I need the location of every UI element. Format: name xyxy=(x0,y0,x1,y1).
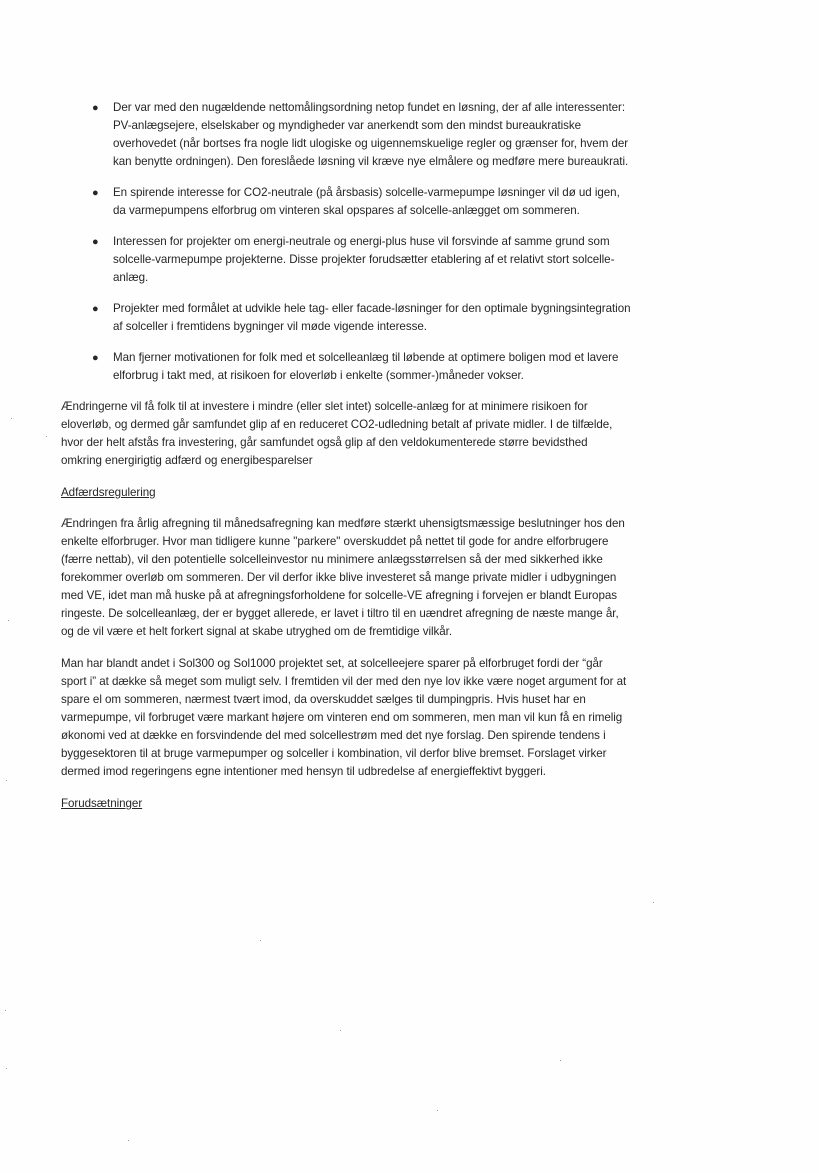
bullet-text: Der var med den nugældende nettomålingsordning netop fundet en løsning, der af alle interessenter: PV-anlægsejere, elselskaber og myndigheder var anerkendt som den mindst bureaukratiske overhovedet (når bortses fra nogle lidt ulogiske og uigennemskuelige regler og grænser for, hvem der kan benytte ordningen). Den foreslåede løsning vil kræve nye elmålere og medføre mere bureaukrati. xyxy=(113,101,629,168)
bullet-icon: ● xyxy=(92,352,99,364)
scan-speck xyxy=(340,1030,341,1031)
list-item xyxy=(61,349,631,385)
bullet-icon: ● xyxy=(92,187,99,199)
list-item xyxy=(61,300,631,336)
scan-speck xyxy=(46,436,47,437)
bullet-text: En spirende interesse for CO2-neutrale (på årsbasis) solcelle-varmepumpe løsninger vil dø ud igen, da varmepumpens elforbrug om vinteren skal opspares af solcelle-anlægget om sommeren. xyxy=(113,186,620,217)
scan-speck xyxy=(653,902,654,903)
section-heading-behaviour: Adfærdsregulering xyxy=(61,486,156,499)
bullet-icon: ● xyxy=(92,102,99,114)
list-item xyxy=(61,184,631,220)
scan-speck xyxy=(437,1110,438,1111)
bullet-icon: ● xyxy=(92,236,99,248)
bullet-text: Projekter med formålet at udvikle hele tag- eller facade-løsninger for den optimale bygningsintegration af solceller i fremtidens bygninger vil møde vigende interesse. xyxy=(113,302,631,333)
scan-speck xyxy=(128,1140,129,1141)
scan-speck xyxy=(260,940,261,941)
scan-speck xyxy=(8,620,9,621)
bullet-text: Man fjerner motivationen for folk med et solcelleanlæg til løbende at optimere boligen mod et lavere elforbrug i takt med, at risikoen for eloverløb i enkelte (sommer-)måneder vokser. xyxy=(113,351,619,382)
list-item xyxy=(61,233,631,287)
scan-speck xyxy=(6,780,7,781)
bullet-list xyxy=(61,99,631,385)
scan-speck xyxy=(6,1068,7,1069)
scan-speck xyxy=(11,418,12,419)
paragraph-consequences: Ændringerne vil få folk til at investere i mindre (eller slet intet) solcelle-anlæg for at minimere risikoen for eloverløb, og dermed går samfundet glip af en reduceret CO2-udledning betalt af private midler. I de tilfælde, hvor der helt afstås fra investering, går samfundet også glip af den veldokumenterede større bevidsthed omkring energirigtig adfærd og energibesparelser xyxy=(61,400,613,467)
bullet-text: Interessen for projekter om energi-neutrale og energi-plus huse vil forsvinde af samme grund som solcelle-varmepumpe projekterne. Disse projekter forudsætter etablering af et relativt stort solcelle-anlæg. xyxy=(113,235,615,284)
paragraph-sol300: Man har blandt andet i Sol300 og Sol1000 projektet set, at solcelleejere sparer på elforbruget fordi der “går sport i” at dække så meget som muligt selv. I fremtiden vil der med den nye lov ikke være noget argument for at spare el om sommeren, nærmest tvært imod, da overskuddet sælges til dumpingpris. Hvis huset har en varmepumpe, vil forbruget være markant højere om vinteren end om sommeren, men man vil kun få en rimelig økonomi ved at dække en forsvindende del med solcellestrøm med det nye forslag. Den spirende tendens i byggesektoren til at bruge varmepumper og solceller i kombination, vil derfor blive bremset. Forslaget virker dermed imod regeringens egne intentioner med hensyn til udbredelse af energieffektivt byggeri. xyxy=(61,657,627,778)
section-heading-assumptions: Forudsætninger xyxy=(61,797,143,810)
list-item xyxy=(61,99,631,171)
paragraph-behaviour: Ændringen fra årlig afregning til månedsafregning kan medføre stærkt uhensigtsmæssige beslutninger hos den enkelte elforbruger. Hvor man tidligere kunne "parkere" overskuddet på nettet til gode for andre elforbrugere (færre nettab), vil den potentielle solcelleinvestor nu minimere anlægsstørrelsen så der med sikkerhed ikke forekommer overløb om sommeren. Der vil derfor ikke blive investeret så mange private midler i udbygningen med VE, idet man må huske på at afregningsforholdene for solcelle-VE afregning i forvejen er blandt Europas ringeste. De solcelleanlæg, der er bygget allerede, er lavet i tiltro til en uændret afregning de næste mange år, og de vil være et helt forkert signal at skabe utryghed om de fremtidige vilkår. xyxy=(61,517,625,638)
bullet-icon: ● xyxy=(92,303,99,315)
scan-speck xyxy=(5,1010,6,1011)
scan-speck xyxy=(560,1060,561,1061)
document-body xyxy=(61,99,631,826)
